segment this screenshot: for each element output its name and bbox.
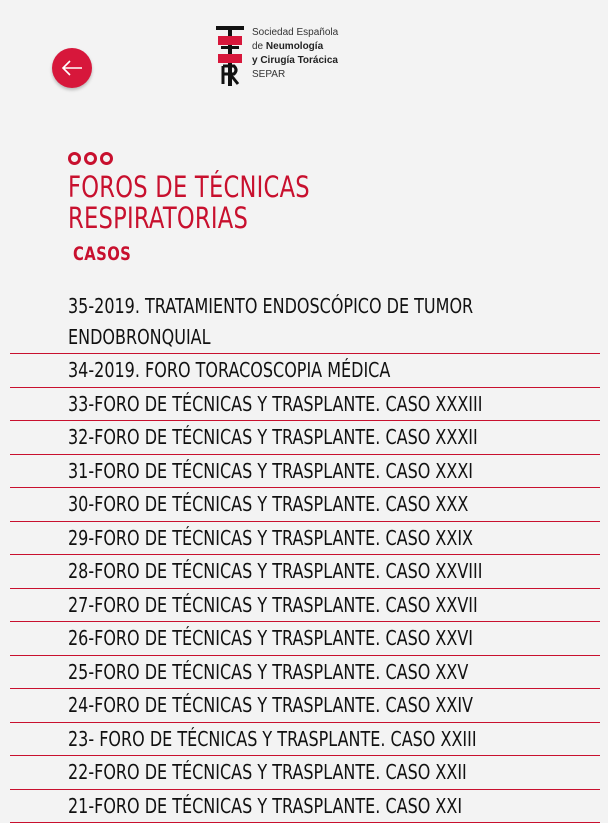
- list-item[interactable]: [10, 555, 600, 589]
- list-item-label: 22-FORO DE TÉCNICAS Y TRASPLANTE. CASO XXII: [68, 761, 600, 785]
- list-item[interactable]: [10, 790, 600, 823]
- list-item[interactable]: [10, 622, 600, 656]
- list-item-label: 21-FORO DE TÉCNICAS Y TRASPLANTE. CASO XXI: [68, 795, 600, 819]
- list-item-label: 31-FORO DE TÉCNICAS Y TRASPLANTE. CASO XXXI: [68, 460, 600, 484]
- logo-text: [252, 26, 338, 82]
- page-title: [68, 172, 310, 234]
- list-item[interactable]: [10, 723, 600, 757]
- page-title-line-1: FOROS DE TÉCNICAS: [68, 172, 310, 203]
- logo-line-3: y Cirugía Torácica: [252, 54, 338, 68]
- list-item-label: 25-FORO DE TÉCNICAS Y TRASPLANTE. CASO XXV: [68, 661, 600, 685]
- list-item-label: 30-FORO DE TÉCNICAS Y TRASPLANTE. CASO XXX: [68, 493, 600, 517]
- list-item[interactable]: [10, 756, 600, 790]
- list-item-label: 33-FORO DE TÉCNICAS Y TRASPLANTE. CASO XXXIII: [68, 393, 600, 417]
- list-item-label: 26-FORO DE TÉCNICAS Y TRASPLANTE. CASO XXVI: [68, 627, 600, 651]
- list-item[interactable]: [10, 421, 600, 455]
- page-title-line-2: RESPIRATORIAS: [68, 203, 310, 234]
- list-item[interactable]: [10, 354, 600, 388]
- list-item[interactable]: [10, 689, 600, 723]
- section-dots: [68, 152, 113, 165]
- logo-line-4: SEPAR: [252, 68, 338, 82]
- circle-outline-icon: [100, 152, 113, 165]
- list-item[interactable]: [10, 488, 600, 522]
- circle-outline-icon: [68, 152, 81, 165]
- list-item-label: 24-FORO DE TÉCNICAS Y TRASPLANTE. CASO XXIV: [68, 694, 600, 718]
- list-item[interactable]: [10, 388, 600, 422]
- list-item-label: 29-FORO DE TÉCNICAS Y TRASPLANTE. CASO XXIX: [68, 527, 600, 551]
- page-subtitle: CASOS: [73, 243, 131, 265]
- list-item-label: 34-2019. FORO TORACOSCOPIA MÉDICA: [68, 359, 600, 383]
- list-item[interactable]: [10, 589, 600, 623]
- logo-line-2: de Neumología: [252, 40, 338, 54]
- arrow-left-icon: [61, 60, 83, 76]
- list-item-label: 32-FORO DE TÉCNICAS Y TRASPLANTE. CASO XXXII: [68, 426, 600, 450]
- separ-logo-icon: [216, 26, 244, 86]
- list-item[interactable]: [10, 656, 600, 690]
- list-item[interactable]: [10, 455, 600, 489]
- circle-outline-icon: [84, 152, 97, 165]
- list-item[interactable]: [10, 290, 600, 354]
- cases-list: [0, 290, 608, 823]
- list-item-label: 23- FORO DE TÉCNICAS Y TRASPLANTE. CASO XXIII: [68, 728, 600, 752]
- list-item[interactable]: [10, 522, 600, 556]
- back-button[interactable]: [52, 48, 92, 88]
- list-item-label: 35-2019. TRATAMIENTO ENDOSCÓPICO DE TUMOR ENDOBRONQUIAL: [68, 291, 600, 353]
- separ-logo: [216, 26, 338, 86]
- list-item-label: 27-FORO DE TÉCNICAS Y TRASPLANTE. CASO XXVII: [68, 594, 600, 618]
- logo-line-1: Sociedad Española: [252, 26, 338, 40]
- list-item-label: 28-FORO DE TÉCNICAS Y TRASPLANTE. CASO XXVIII: [68, 560, 600, 584]
